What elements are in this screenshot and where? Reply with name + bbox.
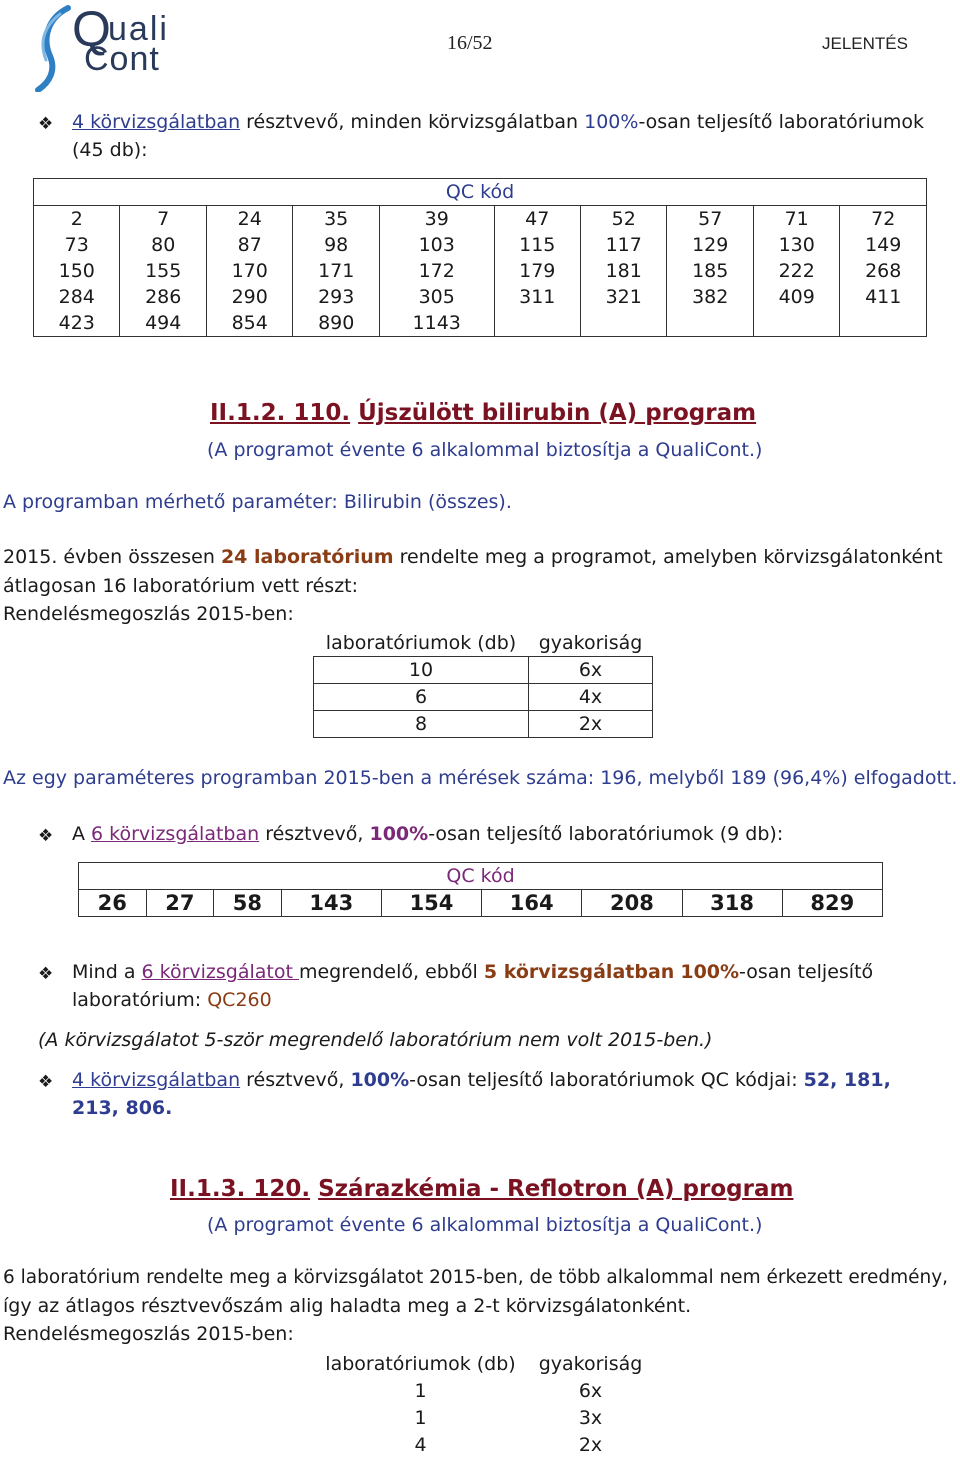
bullet-line-2 — [72, 986, 272, 1014]
table-cell: 10 — [314, 657, 529, 684]
table-cell: 311 — [494, 284, 580, 310]
table-row — [314, 657, 653, 684]
paragraph-line: átlagosan 16 laboratórium vett részt: — [3, 575, 359, 597]
note-text: (A körvizsgálatot 5-ször megrendelő laboratórium nem volt 2015-ben.) — [38, 1029, 713, 1051]
table-cell: 7 — [120, 206, 206, 233]
table-cell: 293 — [293, 284, 379, 310]
table-row — [34, 206, 927, 233]
text: A — [72, 823, 92, 845]
frequency-table-120 — [313, 1350, 653, 1458]
report-title: JELENTÉS — [822, 34, 908, 53]
table-cell: 71 — [753, 206, 839, 233]
table-cell: 2 — [34, 206, 120, 233]
section-number: II.1.2. 110. — [210, 400, 351, 426]
column-header: gyakoriság — [538, 1352, 643, 1375]
table-cell: 1 — [414, 1379, 427, 1402]
table-cell: 27 — [146, 890, 214, 917]
text: résztvevő, — [240, 1069, 351, 1091]
text: résztvevő, minden körvizsgálatban — [240, 111, 585, 133]
highlight: 24 laboratórium — [220, 546, 394, 568]
pct: 100% — [680, 961, 740, 983]
table-cell: 6x — [529, 657, 653, 684]
table-cell — [667, 310, 753, 337]
page-number: 16/52 — [447, 32, 493, 54]
table-cell: 8 — [314, 711, 529, 738]
table-cell: 3x — [578, 1406, 603, 1429]
table-cell: 115 — [494, 232, 580, 258]
column-header: gyakoriság — [538, 632, 643, 654]
table-cell: 129 — [667, 232, 753, 258]
table-cell: 411 — [840, 284, 927, 310]
table-cell: 98 — [293, 232, 379, 258]
table-row — [314, 711, 653, 738]
diamond-bullet-icon: ❖ — [38, 114, 54, 134]
table-cell: 494 — [120, 310, 206, 337]
pct: 100% — [350, 1069, 410, 1091]
text: 2015. évben összesen — [3, 546, 221, 568]
paragraph-line: így az átlagos résztvevőszám alig haladta meg a 2-t körvizsgálatonként. — [3, 1295, 692, 1317]
pct: 100% — [584, 111, 639, 133]
link-4-rounds[interactable]: 4 körvizsgálatban — [72, 1069, 241, 1091]
table-row — [314, 684, 653, 711]
table-cell: 1 — [414, 1406, 427, 1429]
bullet-line — [72, 1066, 891, 1094]
text: -osan teljesítő — [739, 961, 874, 983]
table-cell: 423 — [34, 310, 120, 337]
diamond-bullet-icon: ❖ — [38, 964, 54, 984]
table-cell: 2x — [578, 1433, 603, 1456]
table-cell: 305 — [379, 284, 494, 310]
link-4-rounds[interactable]: 4 körvizsgálatban — [72, 111, 241, 133]
table-cell: 181 — [580, 258, 666, 284]
bullet-line — [72, 958, 873, 986]
table-cell: 171 — [293, 258, 379, 284]
table-cell: 80 — [120, 232, 206, 258]
text: résztvevő, — [259, 823, 370, 845]
section-number: II.1.3. 120. — [170, 1176, 311, 1202]
table-cell — [753, 310, 839, 337]
qc-table-header: QC kód — [79, 863, 883, 890]
paragraph-line — [3, 543, 943, 571]
bullet-line-1 — [72, 108, 924, 136]
table-cell: 87 — [206, 232, 292, 258]
text: -osan teljesítő laboratóriumok (9 db): — [428, 823, 784, 845]
table-cell: 854 — [206, 310, 292, 337]
table-cell: 321 — [580, 284, 666, 310]
section-heading-110 — [210, 400, 756, 426]
table-cell: 286 — [120, 284, 206, 310]
section-heading-120 — [170, 1176, 793, 1202]
table-cell: 268 — [840, 258, 927, 284]
table-row — [313, 1431, 653, 1458]
text: -osan teljesítő laboratóriumok — [638, 111, 924, 133]
param-text: A programban mérhető paraméter: Bilirubin (összes). — [3, 491, 512, 513]
table-cell: 149 — [840, 232, 927, 258]
table-cell: 382 — [667, 284, 753, 310]
table-cell: 2x — [529, 711, 653, 738]
text: Mind a — [72, 961, 142, 983]
table-cell — [840, 310, 927, 337]
table-cell: 172 — [379, 258, 494, 284]
table-cell: 52 — [580, 206, 666, 233]
qc-code: QC260 — [207, 989, 272, 1011]
table-row — [313, 1377, 653, 1404]
pct: 100% — [369, 823, 429, 845]
column-header: laboratóriumok (db) — [325, 632, 517, 654]
table-cell: 185 — [667, 258, 753, 284]
table-cell: 155 — [120, 258, 206, 284]
section-title: Szárazkémia - Reflotron (A) program — [318, 1176, 794, 1202]
table-cell: 1143 — [379, 310, 494, 337]
table-cell: 4 — [414, 1433, 427, 1456]
column-header: laboratóriumok (db) — [325, 1352, 516, 1375]
table-cell: 170 — [206, 258, 292, 284]
table-cell: 72 — [840, 206, 927, 233]
table-row — [313, 1404, 653, 1431]
table-cell: 39 — [379, 206, 494, 233]
qc-codes: 52, 181, — [803, 1069, 891, 1091]
table-cell: 143 — [281, 890, 381, 917]
table-cell: 73 — [34, 232, 120, 258]
text: rendelte meg a programot, amelyben körvizsgálatonként — [393, 546, 943, 568]
logo-q-letter: Q — [72, 1, 111, 57]
table-cell: 4x — [529, 684, 653, 711]
table-cell: 890 — [293, 310, 379, 337]
table-cell: 26 — [79, 890, 147, 917]
qc-table-header: QC kód — [34, 179, 927, 206]
section-title: Újszülött bilirubin (A) program — [358, 400, 757, 426]
table-row — [79, 890, 883, 917]
table-cell: 117 — [580, 232, 666, 258]
bullet-line-2: 213, 806. — [72, 1097, 173, 1119]
table-cell: 290 — [206, 284, 292, 310]
table-cell: 47 — [494, 206, 580, 233]
logo-uali-text: uali — [108, 10, 169, 48]
table-cell: 6x — [578, 1379, 603, 1402]
table-cell: 179 — [494, 258, 580, 284]
paragraph-line: 6 laboratórium rendelte meg a körvizsgálatot 2015-ben, de több alkalommal nem érkezett eredmény, — [3, 1267, 949, 1288]
result-text: Az egy paraméteres programban 2015-ben a mérések száma: 196, melyből 189 (96,4%) elfogadott. — [3, 767, 958, 789]
table-cell: 222 — [753, 258, 839, 284]
bullet-line — [72, 820, 783, 848]
table-cell: 318 — [682, 890, 782, 917]
table-cell: 154 — [381, 890, 481, 917]
text: laboratórium: — [72, 989, 208, 1011]
link-6-rounds-ordered[interactable]: 6 körvizsgálatot — [141, 961, 299, 983]
text: -osan teljesítő laboratóriumok QC kódjai: — [409, 1069, 804, 1091]
table-cell: 103 — [379, 232, 494, 258]
table-cell: 409 — [753, 284, 839, 310]
section-subtitle: (A programot évente 6 alkalommal biztosítja a QualiCont.) — [207, 439, 763, 461]
table-row — [34, 310, 927, 337]
diamond-bullet-icon: ❖ — [38, 826, 54, 846]
table-cell — [580, 310, 666, 337]
table-header-row — [79, 863, 883, 890]
table-cell: 35 — [293, 206, 379, 233]
bullet-line-2: (45 db): — [72, 139, 148, 161]
text: megrendelő, ebből — [298, 961, 484, 983]
table-cell: 24 — [206, 206, 292, 233]
paragraph-line: Rendelésmegoszlás 2015-ben: — [3, 603, 294, 625]
table-cell: 6 — [314, 684, 529, 711]
frequency-table-110 — [313, 630, 653, 738]
qc-code-table-2 — [78, 862, 883, 917]
table-cell: 284 — [34, 284, 120, 310]
qc-code-table-1 — [33, 178, 927, 337]
logo-cont-text: Cont — [84, 40, 160, 78]
table-cell: 58 — [214, 890, 282, 917]
table-row — [34, 232, 927, 258]
table-cell — [494, 310, 580, 337]
table-cell: 150 — [34, 258, 120, 284]
table-cell: 829 — [782, 890, 882, 917]
table-header-row — [314, 630, 653, 657]
table-cell: 208 — [582, 890, 682, 917]
diamond-bullet-icon: ❖ — [38, 1072, 54, 1092]
table-cell: 164 — [482, 890, 582, 917]
table-row — [34, 258, 927, 284]
section-subtitle: (A programot évente 6 alkalommal biztosítja a QualiCont.) — [207, 1214, 763, 1236]
table-row — [34, 284, 927, 310]
paragraph-line: Rendelésmegoszlás 2015-ben: — [3, 1323, 294, 1345]
table-cell: 57 — [667, 206, 753, 233]
link-6-rounds[interactable]: 6 körvizsgálatban — [91, 823, 260, 845]
table-header-row — [313, 1350, 653, 1377]
highlight: 5 körvizsgálatban — [483, 961, 675, 983]
table-cell: 130 — [753, 232, 839, 258]
